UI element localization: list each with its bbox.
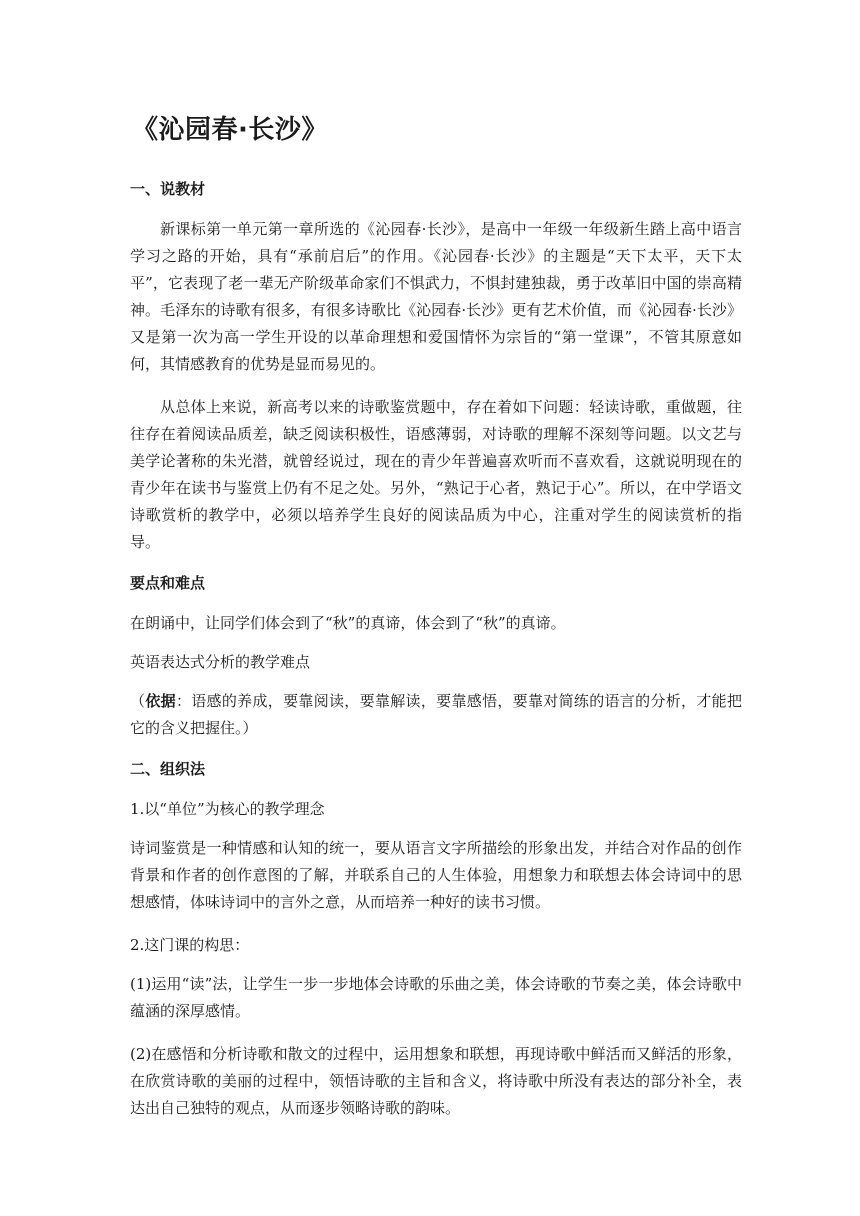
basis-paragraph — [130, 688, 742, 742]
basis-label: 依据 — [145, 692, 176, 710]
paragraph: 英语表达式分析的教学难点 — [130, 653, 311, 671]
list-item: 1.以“单位”为核心的教学理念 — [130, 800, 325, 818]
section-heading-key-points: 要点和难点 — [130, 574, 206, 592]
paragraph: 在朗诵中，让同学们体会到了“秋”的真谛，体会到了“秋”的真谛。 — [130, 614, 566, 632]
paragraph: 从总体上来说，新高考以来的诗歌鉴赏题中，存在着如下问题：轻读诗歌，重做题，往往存在着阅读品质差，缺乏阅读积极性，语感薄弱，对诗歌的理解不深刻等问题。以文艺与美学论著称的朱光潜，就曾经说过，现在的青少年普遍喜欢听而不喜欢看，这就说明现在的青少年在读书与鉴赏上仍有不足之处。另外，“熟记于心者，熟记于心”。所以，在中学语文诗歌赏析的教学中，必须以培养学生良好的阅读品质为中心，注重对学生的阅读赏析的指导。 — [130, 398, 742, 551]
paragraph: (2)在感悟和分析诗歌和散文的过程中，运用想象和联想，再现诗歌中鲜活而又鲜活的形象，在欣赏诗歌的美丽的过程中，领悟诗歌的主旨和含义，将诗歌中所没有表达的部分补全，表达出自己独特的观点，从而逐步领略诗歌的韵味。 — [130, 1045, 742, 1117]
list-item: 2.这门课的构思： — [130, 936, 250, 954]
basis-text: ：语感的养成，要靠阅读，要靠解读，要靠感悟，要靠对简练的语言的分析，才能把它的含义把握住。） — [130, 692, 742, 737]
paragraph: 诗词鉴赏是一种情感和认知的统一，要从语言文字所描绘的形象出发，并结合对作品的创作背景和作者的创作意图的了解，并联系自己的人生体验，用想象力和联想去体会诗词中的思想感情，体味诗词中的言外之意，从而培养一种好的读书习惯。 — [130, 839, 742, 911]
paragraph: 新课标第一单元第一章所选的《沁园春·长沙》，是高中一年级一年级新生踏上高中语言学习之路的开始，具有“承前启后”的作用。《沁园春·长沙》的主题是“天下太平，天下太平”，它表现了老一辈无产阶级革命家们不惧武力，不惧封建独裁，勇于改革旧中国的崇高精神。毛泽东的诗歌有很多，有很多诗歌比《沁园春·长沙》更有艺术价值，而《沁园春·长沙》又是第一次为高一学生开设的以革命理想和爱国情怀为宗旨的“第一堂课”，不管其原意如何，其情感教育的优势是显而易见的。 — [130, 220, 742, 373]
section-heading-teaching-material: 一、说教材 — [130, 180, 206, 198]
document-title: 《沁园春·长沙》 — [132, 115, 328, 145]
basis-open-paren: （ — [130, 692, 146, 710]
section-heading-organization: 二、组织法 — [130, 760, 206, 778]
document-page — [130, 112, 742, 1138]
paragraph: (1)运用“读”法，让学生一步一步地体会诗歌的乐曲之美，体会诗歌的节奏之美，体会诗歌中蕴涵的深厚感情。 — [130, 975, 742, 1020]
